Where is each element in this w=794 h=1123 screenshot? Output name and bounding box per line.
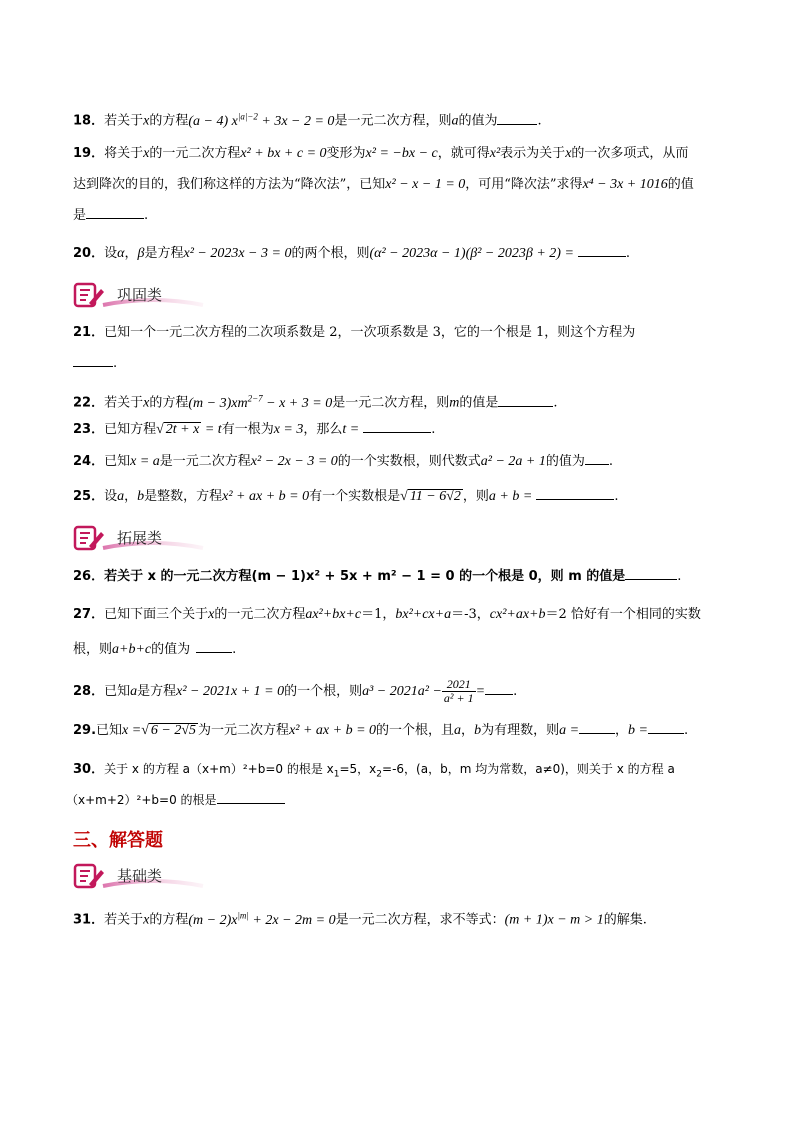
question-number: 23．	[73, 422, 105, 437]
math: a	[454, 723, 462, 738]
question-number: 19．	[73, 146, 105, 161]
equation: √ 2t + x = t	[156, 422, 222, 437]
text: 根，则	[73, 642, 113, 657]
text: 若关于	[104, 912, 144, 928]
question-30-line-2	[66, 790, 734, 810]
text: 的一元二次方程	[214, 607, 306, 622]
text: 已知	[96, 723, 123, 738]
equation: x⁴ − 3x + 1016	[582, 177, 668, 192]
text: =5，x	[339, 762, 377, 776]
answer-blank[interactable]	[585, 452, 609, 465]
question-number: 22．	[73, 395, 105, 411]
text: 的方程	[149, 395, 189, 411]
text: ＝2 恰好有一个相同的实数	[545, 607, 701, 622]
text: 的一个根，且	[376, 723, 455, 738]
equation: x = a	[130, 454, 160, 469]
expression: a+b+c	[112, 642, 152, 657]
question-number: 18．	[73, 113, 105, 129]
math: x	[143, 912, 150, 928]
text: 已知一个一元二次方程的二次项系数是 2，一次项系数是 3，它的一个根是 1，则这个方程为	[104, 325, 636, 340]
text: .	[537, 113, 542, 129]
text: .	[144, 208, 149, 223]
text: 是一元二次方程，求不等式：	[335, 912, 505, 928]
subscript: 2	[376, 769, 383, 780]
text: .	[513, 684, 518, 699]
text: 达到降次的目的，我们称这样的方法为“降次法”，已知	[73, 177, 386, 192]
radical: √ 6 − 2√5	[141, 723, 197, 738]
text: 是一元二次方程，则	[334, 113, 452, 129]
fraction: $\frac{2021}{\text{a² + 1}}$	[443, 677, 474, 705]
text: 已知	[104, 684, 131, 699]
math: α	[117, 246, 125, 261]
text: 是整数，方程	[144, 489, 223, 504]
text: 已知方程	[104, 422, 157, 437]
text: 已知下面三个关于	[104, 607, 209, 622]
math: x	[143, 395, 150, 411]
expression: a³ − 2021a² −	[362, 684, 442, 699]
text: 的值	[667, 177, 694, 192]
expression: cx²+ax+b	[489, 607, 546, 622]
answer-blank[interactable]	[217, 791, 285, 804]
text: ＝1，	[361, 607, 396, 622]
text: ，	[124, 246, 138, 261]
question-22	[73, 388, 734, 414]
question-27-line-2	[73, 640, 734, 660]
question-number: 24．	[73, 454, 105, 469]
equation: x² + ax + b = 0	[289, 723, 377, 738]
text: ，可用“降次法”求得	[465, 177, 583, 192]
math: x	[143, 113, 150, 129]
section-header-consolidation	[73, 281, 213, 309]
answer-blank[interactable]	[485, 682, 513, 695]
text: ，则	[462, 489, 489, 504]
math: x²	[489, 146, 501, 161]
text: 是方程	[137, 684, 177, 699]
equation: (a − 4) $x^{|a|-2} + 3x - 2 = 0$	[188, 111, 335, 129]
answer-blank[interactable]	[625, 567, 677, 580]
text: 的一次多项式，从而	[571, 146, 689, 161]
question-21-line-2	[73, 354, 734, 374]
question-31	[73, 905, 734, 931]
equation: x² + ax + b = 0	[222, 489, 310, 504]
text: .	[614, 489, 619, 504]
math: b =	[628, 723, 648, 738]
math: b	[474, 723, 482, 738]
text: .	[431, 422, 436, 437]
answer-blank[interactable]	[579, 721, 615, 734]
question-number: 30．	[73, 762, 105, 777]
text: 为一元二次方程	[198, 723, 290, 738]
math: a	[451, 113, 459, 129]
radical: √ 11 − 6√2	[400, 489, 461, 504]
section-header-extension	[73, 524, 213, 552]
text: 将关于	[104, 146, 144, 161]
text: 是	[73, 208, 87, 223]
expression: (α² − 2023α − 1)(β² − 2023β + 2) =	[369, 246, 574, 261]
math: x =	[122, 723, 142, 738]
text: 为有理数，则	[481, 723, 560, 738]
question-25	[73, 487, 734, 507]
question-19	[73, 144, 734, 164]
expression: ax²+bx+c	[305, 607, 362, 622]
text: 设	[104, 489, 118, 504]
text: =-6，(a，b，m 均为常数，a≠0)，则关于 x 的方程 a	[382, 762, 675, 776]
question-number: 25．	[73, 489, 105, 504]
text: 已知	[104, 454, 131, 469]
equation: x² = −bx − c	[365, 146, 438, 161]
text: ＝-3，	[451, 607, 490, 622]
text: 的方程	[149, 912, 189, 928]
equation: $(m - 2)x^{|m|} + 2x - 2m = 0$	[188, 910, 336, 928]
answer-blank[interactable]	[648, 721, 684, 734]
answer-blank[interactable]	[363, 420, 431, 433]
answer-blank[interactable]	[196, 640, 232, 653]
equation: x² − 2x − 3 = 0	[250, 454, 338, 469]
equation: x² − 2023x − 3 = 0	[183, 246, 292, 261]
text: 的值是	[459, 395, 499, 411]
text: 变形为	[326, 146, 366, 161]
equation: x² − x − 1 = 0	[385, 177, 466, 192]
text: 的值为	[151, 642, 191, 657]
text: ，就可得	[437, 146, 490, 161]
text: 的方程	[149, 113, 189, 129]
text: ，	[461, 723, 475, 738]
section-title-answers: 三、解答题	[73, 830, 163, 851]
text: 是方程	[144, 246, 184, 261]
math: a + b =	[488, 489, 533, 504]
text: 若关于	[104, 395, 144, 411]
answer-blank[interactable]	[498, 394, 553, 407]
text: 有一个实数根是	[309, 489, 401, 504]
text: .	[625, 246, 631, 261]
text: .	[684, 723, 689, 738]
math: β	[137, 246, 145, 261]
question-20	[73, 244, 734, 264]
question-30	[73, 759, 734, 784]
text: ，	[615, 723, 629, 738]
answer-blank[interactable]	[86, 206, 144, 219]
equation: $(m - 3)xm^{2-7} - x + 3 = 0$	[188, 393, 333, 411]
text: 的两个根，则	[291, 246, 370, 261]
question-29	[73, 721, 734, 741]
question-number: 29.	[73, 723, 97, 738]
text: 是一元二次方程	[159, 454, 251, 469]
text: 的一元二次方程	[149, 146, 241, 161]
text: 表示为关于	[500, 146, 566, 161]
section-label: 基础类	[117, 867, 163, 885]
text: 设	[104, 246, 118, 261]
expression: bx²+cx+a	[395, 607, 452, 622]
equation: x² + bx + c = 0	[240, 146, 327, 161]
answer-blank[interactable]	[73, 354, 113, 367]
text: 的解集.	[603, 912, 647, 928]
answer-blank[interactable]	[578, 244, 626, 257]
question-number: 26．	[73, 569, 105, 584]
math: x	[143, 146, 150, 161]
question-23	[73, 420, 734, 440]
question-19-line-2	[73, 175, 734, 195]
subscript: 1	[333, 769, 340, 780]
text: .	[608, 454, 614, 469]
math: a =	[559, 723, 580, 738]
math: x	[565, 146, 572, 161]
text: .	[677, 569, 682, 584]
question-number: 28．	[73, 684, 105, 699]
text: 关于 x 的方程 a（x+m）²+b=0 的根是 x	[104, 762, 334, 776]
math: =	[475, 684, 486, 699]
text: ，那么	[303, 422, 343, 437]
question-number: 31．	[73, 912, 105, 928]
math: a	[130, 684, 138, 699]
expression: a² − 2a + 1	[480, 454, 546, 469]
text: .	[553, 395, 558, 411]
text: 的一个根，则	[284, 684, 363, 699]
question-number: 20．	[73, 246, 105, 261]
text: 有一根为	[221, 422, 274, 437]
equation: x² − 2021x + 1 = 0	[176, 684, 285, 699]
question-26	[73, 567, 734, 587]
answer-blank[interactable]	[536, 487, 614, 500]
question-18	[73, 106, 734, 132]
equation: x = 3	[273, 422, 304, 437]
inequality: (m + 1)x − m > 1	[504, 912, 604, 928]
math: t =	[342, 422, 360, 437]
text: 若关于	[104, 113, 144, 129]
answer-blank[interactable]	[497, 112, 537, 125]
text: ，	[124, 489, 138, 504]
math: m	[449, 395, 460, 411]
text: 的值为	[458, 113, 498, 129]
question-19-line-3	[73, 206, 734, 226]
text: （x+m+2）²+b=0 的根是	[66, 793, 217, 807]
question-24	[73, 452, 734, 472]
section-header-basic	[73, 862, 213, 890]
math: b	[137, 489, 145, 504]
text: 是一元二次方程，则	[332, 395, 450, 411]
question-28	[73, 678, 734, 705]
question-number: 27．	[73, 607, 105, 622]
text: .	[113, 356, 118, 371]
question-27	[73, 605, 734, 625]
question-21	[73, 323, 734, 343]
text: 若关于 x 的一元二次方程(m − 1)x² + 5x + m² − 1 = 0 的一个根是 0，则 m 的值是	[104, 569, 626, 584]
section-label: 巩固类	[117, 286, 163, 304]
section-label: 拓展类	[117, 529, 163, 547]
math: a	[117, 489, 125, 504]
text: 的一个实数根，则代数式	[337, 454, 481, 469]
question-number: 21．	[73, 325, 105, 340]
math: x	[208, 607, 215, 622]
text: .	[232, 642, 237, 657]
text: 的值为	[545, 454, 585, 469]
